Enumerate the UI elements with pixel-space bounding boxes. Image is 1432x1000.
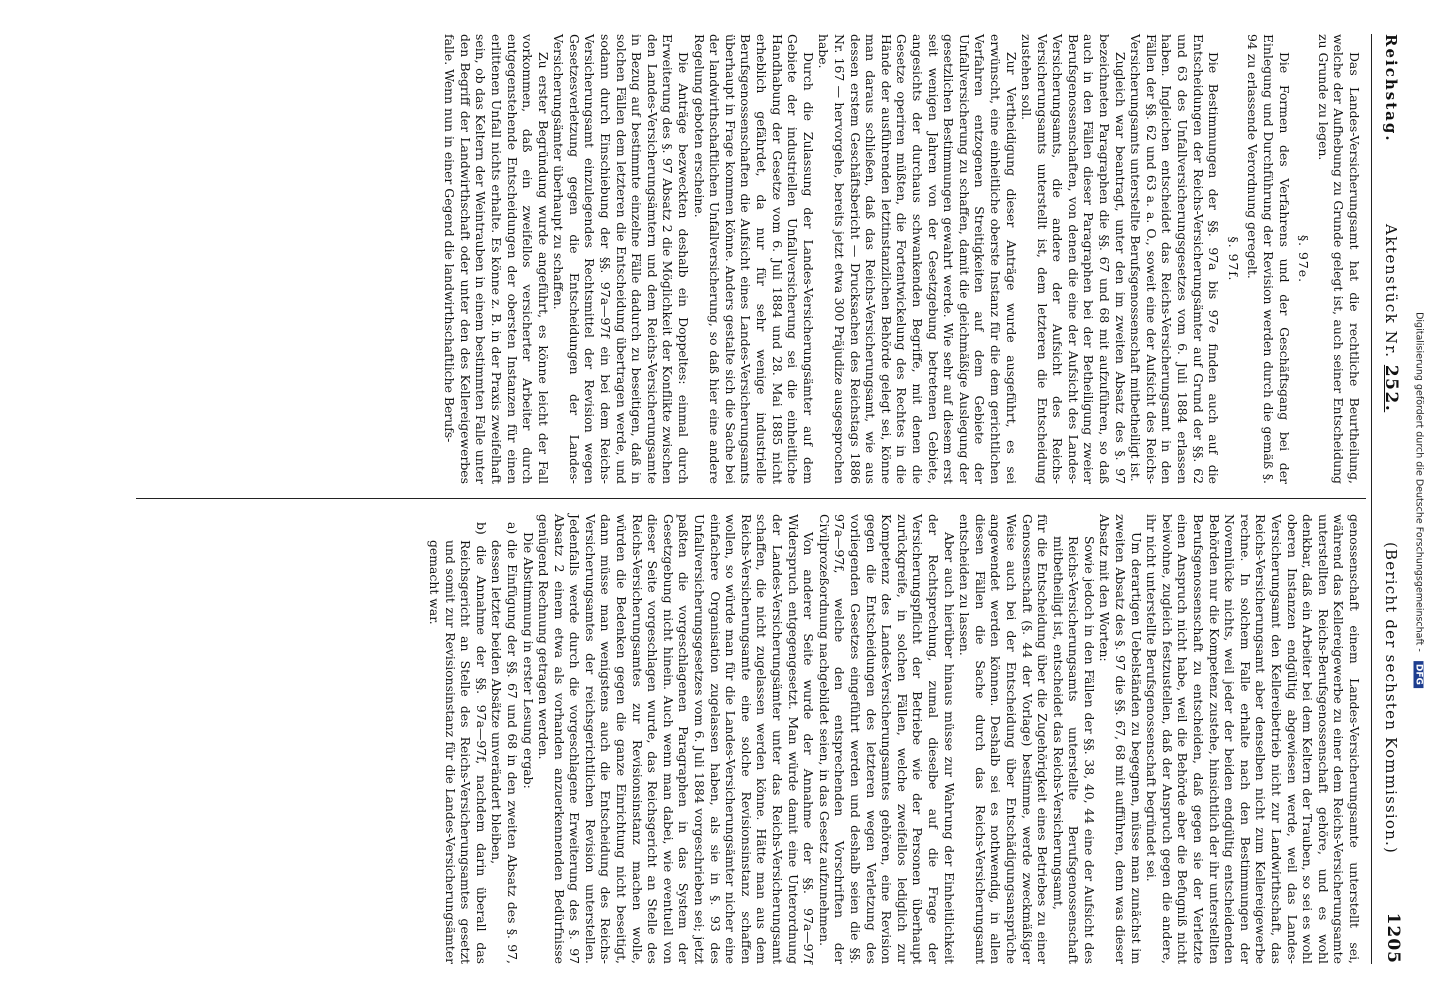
header-mid-prefix: Aktenstück Nr. bbox=[1382, 224, 1400, 359]
paragraph: Aber auch hierüber hinaus müsse zur Wahrung der Einheitlichkeit der Rechtsprechung, zumal dieselbe auf die Frage der Versicherungspflicht der Betriebe wie der Personen überhaupt zurückgreife, in solchen Fällen, welche zweifellos lediglich zur Kompetenz des Landes-Versicherungsamtes gehören, eine Revision gegen die Entscheidungen des letzteren wegen Verletzung des vorliegenden Gesetzes eingeführt werden und deshalb seien die §§. 97a—97f, welche den entsprechenden Vorschriften der Civilprozeßordnung nachgebildet seien, in das Gesetz aufzunehmen. bbox=[816, 514, 957, 964]
list-item: b) die Annahme der §§. 97a—97f, nachdem darin überall das Reichsgericht an Stelle des Reichs-Versicherungsamtes gesetzt und somit zur Revisionsinstanz für die Landes-Versicherungsämter gemacht war. bbox=[426, 522, 489, 964]
page-header bbox=[1376, 34, 1403, 964]
dfg-logo: DFG bbox=[1414, 661, 1424, 688]
section-heading: §. 97f. bbox=[1225, 236, 1241, 282]
paragraph: Zur Vertheidigung dieser Anträge wurde ausgeführt, es sei erwünscht, eine einheitliche oberste Instanz für die dem gerichtlichen Verfahren entzogenen Streitigkeiten auf dem Gebiete der Unfallversicherung zu schaffen, damit die gleichmäßige Auslegung der gesetzlichen Bestimmungen gewahrt werde. Wie sehr auf diesem erst seit wenigen Jahren von der Gesetzgebung betretenen Gebiete, angesichts der durchaus schwankenden Begriffe, mit denen die Gesetze operiren müßten, die Fortentwickelung des Rechtes in die Hände der ausführenden letztinstanzlichen Behörde gelegt sei, könne man daraus schließen, daß das Reichs-Versicherungsamt, wie aus dessen erstem Geschäftsbericht — Drucksachen des Reichstags 1886 Nr. 167 — hervorgehe, bereits jetzt etwa 300 Präjudize ausgesprochen habe. bbox=[816, 34, 1019, 484]
header-commission: (Bericht der sechsten Kommission.) bbox=[1382, 542, 1400, 855]
header-left: Reichstag. bbox=[1382, 34, 1400, 143]
paragraph: Die Anträge bezweckten deshalb ein Doppeltes: einmal durch Erweiterung des §. 97 Absatz 2 die Möglichkeit der Konflikte zwischen den Landes-Versicherungsämtern und dem Reichs-Versicherungsamte in Bezug auf bestimmte einzelne Fälle dadurch zu beseitigen, daß in solchen Fällen dem letzteren die Entscheidung übertragen werde, und sodann durch Einschiebung der §§. 97a—97f ein bei dem Reichs-Versicherungsamt einzulegendes Rechtsmittel der Revision wegen Gesetzesverletzung gegen die Entscheidungen der Landes-Versicherungsämter überhaupt zu schaffen. bbox=[551, 34, 692, 484]
digitization-note bbox=[1410, 40, 1428, 960]
paragraph: Die Formen des Verfahrens und der Geschäftsgang bei der Einlegung und Durchführung der Revision werden durch die gemäß §. 94 zu erlassende Verordnung geregelt. bbox=[1245, 34, 1292, 484]
digitization-note-text: Digitalisierung gefördert durch die Deutsche Forschungsgemeinschaft - bbox=[1413, 312, 1425, 652]
paragraph: Durch die Zulassung der Landes-Versicherungsämter auf dem Gebiete der industriellen Unfallversicherung sei die einheitliche Handhabung der Gesetze vom 6. Juli 1884 und 28. Mai 1885 nicht erheblich gefährdet, da nur für sehr wenige industrielle Berufsgenossenschaften die Aufsicht eines Landes-Versicherungsamts überhaupt in Frage kommen könne. Anders gestalte sich die Sache bei der landwirthschaftlichen Unfallversicherung, so daß hier eine andere Regelung geboten erscheine. bbox=[691, 34, 816, 484]
column-divider bbox=[136, 498, 1366, 499]
header-mid-number: 252. bbox=[1381, 364, 1401, 413]
paragraph: Zu erster Begründung wurde angeführt, es könne leicht der Fall vorkommen, daß ein zweifellos versicherter Arbeiter durch entgegenstehende Entscheidungen der obersten Instanzen für einen erlittenen Unfall nichts erhalte. Es könne z. B. in der Praxis zweifelhaft sein, ob das Keltern der Weintrauben in einem bestimmten Falle unter den Begriff der Landwirthschaft oder unter den des Kellereigewerbes falle. Wenn nun in einer Gegend die landwirthschaftliche Berufs- bbox=[442, 34, 551, 484]
paragraph: Das Landes-Versicherungsamt hat die rechtliche Beurtheilung, welche der Aufhebung zu Grunde gelegt ist, auch seiner Entscheidung zu Grunde zu legen. bbox=[1315, 34, 1362, 484]
header-rule bbox=[1371, 34, 1372, 964]
header-document-number bbox=[1381, 224, 1401, 413]
paragraph: Die Abstimmung in erster Lesung ergab: bbox=[520, 532, 536, 789]
section-heading: §. 97e. bbox=[1296, 234, 1312, 284]
left-column bbox=[442, 34, 1362, 484]
paragraph: genossenschaft einem Landes-Versicherungsamte unterstellt sei, während das Kellereigewerbe zu einer dem Reichs-Versicherungsamte unterstellten Reichs-Berufsgenossenschaft gehöre, und es wohl denkbar, daß ein Arbeiter bei dem Keltern der Trauben, so sei es wohl oberen Instanzen endgültig abgewiesen werde, weil das Landes-Versicherungsamt den Kellereibetrieb nicht zur Landwirthschaft, das Reichs-Versicherungsamt aber denselben nicht zum Kellereigewerbe rechne. In solchem Falle erhalte nach den Bestimmungen der Novemlücke nichts, weil jeder der beiden endgültig entscheidenden Behörden nur die Kompetenz zustehe, hinsichtlich der ihr unterstellten Berufsgenossenschaft zu entscheiden, daß gegen sie der Verletzte einen Anspruch nicht habe, weil die Behörde aber die Befugniß nicht beiwohne, zugleich festzustellen, daß der Anspruch gegen die andere, ihr nicht unterstellte Berufsgenossenschaft begründet sei. bbox=[1144, 514, 1362, 964]
paragraph: Zugleich war beantragt, unter den im zweiten Absatz des §. 97 bezeichneten Paragraphen die §§. 67 und 68 mit aufzuführen, so daß auch in den Fällen dieser Paragraphen bei der Betheiligung zweier Berufsgenossenschaften, von denen die eine der Aufsicht des Landes-Versicherungsamts, die andere der Aufsicht des Reichs-Versicherungsamts unterstellt ist, dem letzteren die Entscheidung zustehen soll. bbox=[1019, 34, 1128, 484]
list-item: a) die Einfügung der §§. 67 und 68 in den zweiten Absatz des §. 97, dessen letzter beiden Absätze unverändert bleiben, bbox=[489, 522, 520, 964]
right-column bbox=[426, 514, 1362, 964]
page-number: 1205 bbox=[1383, 912, 1403, 964]
paragraph: Von anderer Seite wurde der Annahme der §§. 97a—97f Widerspruch entgegengesetzt. Man würde damit eine Unterordnung der Landes-Versicherungsämter unter das Reichs-Versicherungsamt schaffen, die nicht zugelassen werden könne. Hätte man aus dem Reichs-Versicherungsamte eine solche Revisionsinstanz schaffen wollen, so würde man für die Landes-Versicherungsämter nicher eine einfachere Organisation zugelassen haben, als sie in §. 93 des Unfallversicherungsgesetzes vom 6. Juli 1884 vorgeschrieben sei; jetzt paßten die vorgeschlagenen Paragraphen in das System der Gesetzgebung nicht hinein. Auch wenn man dabei, wie eventuell von dieser Seite vorgeschlagen wurde, das Reichsgericht an Stelle des Reichs-Versicherungsamtes zur Revisionsinstanz machen wolle, würden die Bedenken gegen die ganze Einrichtung nicht beseitigt, dann müsse man wenigstens auch die Entscheidung des Reichs-Versicherungsamtes der reichsgerichtlichen Revision unterstellen. Jedenfalls werde durch die vorgeschlagene Erweiterung des §. 97 Absatz 2 einem etwa als vorhanden anzuerkennenden Bedürfnisse genügend Rechnung getragen werden. bbox=[536, 514, 817, 964]
paragraph: Um derartigen Uebelständen zu begegnen, müsse man zunächst im zweiten Absatz des §. 97 die §§. 67, 68 mit aufführen, denn was dieser Absatz mit den Worten: bbox=[1097, 514, 1144, 964]
quotation: Sowie jedoch in den Fällen der §§. 38, 40, 44 eine der Aufsicht des Reichs-Versicherungsamts unterstellte Berufsgenossenschaft mitbetheiligt ist, entscheidet das Reichs-Versicherungsamt, bbox=[1050, 536, 1097, 964]
paragraph: für die Entscheidung über die Zugehörigkeit eines Betriebes zu einer Genossenschaft (§. 44 der Vorlage) bestimme, werde zweckmäßiger Weise auch bei der Entscheidung über Entschädigungsansprüche angewendet werden können. Deshalb sei es nothwendig, in allen diesen Fällen die Sache durch das Reichs-Versicherungsamt entscheiden zu lassen. bbox=[957, 514, 1051, 964]
paragraph: Die Bestimmungen der §§. 97a bis 97e finden auch auf die Entscheidungen der Reichs-Versicherungsämter auf Grund der §§. 62 und 63 des Unfallversicherungsgesetzes vom 6. Juli 1884 erlassen haben. Ingleichen entscheidet das Reichs-Versicherungsamt in den Fällen der §§. 62 und 63 a. a. O., soweit eine der Aufsicht des Reichs-Versicherungsamts unterstellte Berufsgenossenschaft mitbetheiligt ist. bbox=[1128, 34, 1222, 484]
